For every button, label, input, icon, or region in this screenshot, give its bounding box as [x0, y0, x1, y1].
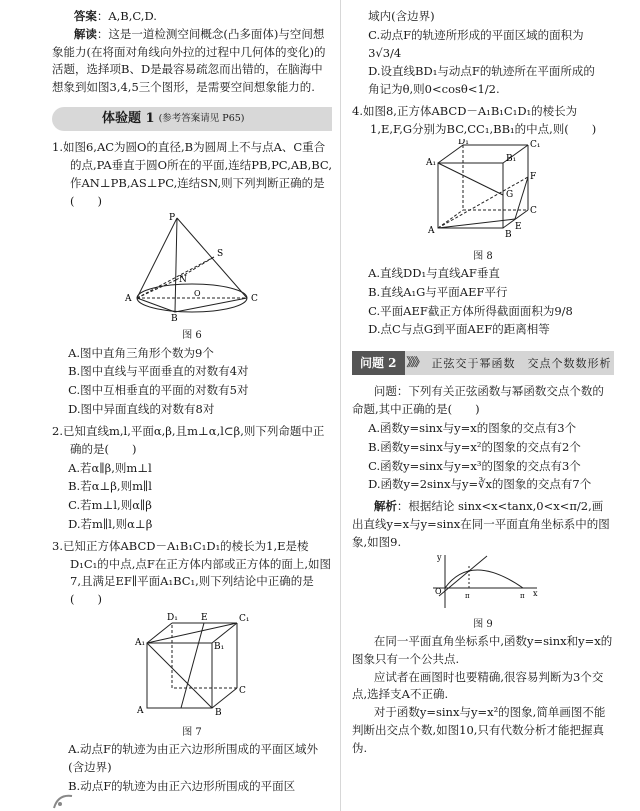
figure-8 — [352, 139, 614, 264]
answer-label: 答案 — [73, 9, 97, 23]
cube-diagram-7 — [117, 609, 267, 719]
question-4-stem: 4.如图8,正方体ABCD－A₁B₁C₁D₁的棱长为1,E,F,G分别为BC,CC₁,BB₁的中点,则( ) — [352, 104, 597, 136]
analysis-label: 解读 — [73, 26, 97, 41]
svg-text:x: x — [533, 588, 538, 598]
analysis-paragraph — [52, 26, 332, 97]
right-column — [352, 8, 614, 758]
problem-options — [352, 420, 614, 494]
svg-text:A₁: A₁ — [426, 157, 437, 168]
svg-text:C: C — [251, 294, 258, 305]
paragraph-2: 应试者在画图时也要精确,很容易判断为3个交点,选择支A不正确. — [352, 669, 604, 702]
q1-option-b: B.图中直线与平面垂直的对数有4对 — [68, 364, 249, 379]
svg-text:P: P — [169, 213, 176, 224]
svg-text:C: C — [530, 205, 537, 216]
problem-text: 问题：下列有关正弦函数与幂函数交点个数的命题,其中正确的是( ) — [352, 384, 604, 417]
svg-text:A: A — [428, 225, 435, 236]
page-corner-icon — [52, 792, 76, 811]
svg-text:B: B — [171, 314, 178, 323]
banner-title: 体验题 1 — [102, 110, 155, 126]
svg-text:B: B — [215, 708, 222, 718]
svg-text:π: π — [520, 591, 525, 600]
figure-9 — [352, 552, 614, 633]
solution-paragraph — [352, 498, 614, 551]
svg-text:π: π — [465, 591, 470, 600]
cone-diagram — [117, 210, 267, 322]
q1-option-c: C.图中互相垂直的平面的对数有5对 — [68, 383, 249, 398]
figure-9-caption: 图 9 — [473, 619, 493, 631]
question-2-stem: 2.已知直线m,l,平面α,β,且m⊥α,l⊂β,则下列命题中正确的是( ) — [52, 423, 325, 456]
paragraph-3: 对于函数y=sinx与y=x²的图象,简单画图不能判断出交点个数,如图10,只有代数分析才能把握真伪. — [352, 705, 606, 755]
svg-text:A: A — [137, 706, 144, 716]
question-2-options — [52, 460, 332, 534]
svg-text:B: B — [505, 229, 512, 240]
q3-option-a: A.动点F的轨迹为由正六边形所围成的平面区域外(含边界) — [68, 742, 319, 775]
figure-6 — [52, 210, 332, 343]
answer-line — [52, 8, 332, 26]
solution-label: 解析 — [373, 499, 397, 514]
figure-6-caption: 图 6 — [182, 330, 202, 342]
q3-option-d-line2: 角记为θ,则0<cosθ<1/2. — [368, 82, 500, 97]
sine-line-graph — [423, 552, 543, 612]
svg-text:B₁: B₁ — [214, 642, 225, 652]
q2-option-a: A.若α∥β,则m⊥l — [68, 460, 152, 475]
q4-option-b: B.直线A₁G与平面AEF平行 — [368, 284, 508, 299]
q3-option-b-continued: 域内(含边界) — [368, 9, 435, 23]
topic-chevrons: 》》》 — [406, 355, 424, 370]
svg-text:A: A — [125, 294, 132, 305]
banner-subtitle: (参考答案请见 P65) — [158, 112, 245, 124]
answer-text: ：A,B,C,D. — [96, 9, 157, 23]
topic-2-header — [352, 351, 614, 375]
svg-text:E: E — [515, 221, 522, 232]
q3-option-b: B.动点F的轨迹为由正六边形所围成的平面区 — [68, 778, 296, 793]
question-1-options — [52, 345, 332, 419]
left-column — [52, 8, 332, 797]
svg-text:D₁: D₁ — [167, 613, 178, 623]
q2-option-c: C.若m⊥l,则α∥β — [68, 498, 152, 513]
topic-title: 正弦交于幂函数 交点个数数形析 — [431, 356, 612, 370]
q3-option-c: C.动点F的轨迹所形成的平面区域的面积为3√3/4 — [368, 27, 584, 60]
svg-text:C₁: C₁ — [239, 614, 250, 624]
svg-text:C: C — [239, 686, 246, 696]
q2-option-d: D.若m∥l,则α⊥β — [68, 516, 153, 531]
figure-7-caption: 图 7 — [182, 726, 202, 738]
q4-option-a: A.直线DD₁与直线AF垂直 — [368, 266, 500, 280]
solution-text: ：根据结论 sinx<x<tanx,0<x<π/2,画出直线y=x与y=sinx在同一平面直角坐标系中的图象,如图9. — [352, 499, 610, 549]
svg-text:G: G — [506, 189, 514, 200]
question-3-stem: 3.已知正方体ABCD－A₁B₁C₁D₁的棱长为1,E是棱D₁C₁的中点,点F在正方体内部或正方体的面上,如图7,且满足EF∥平面A₁BC₁,则下列结论中正确的是( ) — [52, 538, 332, 607]
problem-option-b: B.函数y=sinx与y=x²的图象的交点有2个 — [368, 439, 581, 454]
paragraph-1: 在同一平面直角坐标系中,函数y=sinx和y=x的图象只有一个公共点. — [352, 633, 613, 666]
q3-option-d-line1: D.设直线BD₁与动点F的轨迹所在平面所成的 — [368, 64, 595, 79]
question-1-stem: 1.如图6,AC为圆O的直径,B为圆周上不与点A、C重合的点,PA垂直于圆O所在的平面,连结PB,PC,AB,BC,作AN⊥PB,AS⊥PC,连结SN,则下列判断正确的是( ) — [52, 140, 332, 208]
svg-text:S: S — [217, 249, 224, 260]
figure-7 — [52, 609, 332, 740]
svg-text:O: O — [435, 586, 442, 596]
svg-text:F: F — [530, 171, 537, 182]
svg-text:C₁: C₁ — [530, 139, 541, 150]
q2-option-b: B.若α⊥β,则m∥l — [68, 479, 152, 494]
problem-option-d: D.函数y=2sinx与y=∛x的图象的交点有7个 — [368, 477, 592, 492]
topic-label: 问题 2 — [352, 351, 405, 375]
problem-option-c: C.函数y=sinx与y=x³的图象的交点有3个 — [368, 458, 581, 473]
q4-option-c: C.平面AEF截正方体所得截面面积为9/8 — [368, 303, 573, 318]
column-divider — [340, 0, 341, 811]
svg-text:y: y — [437, 552, 442, 562]
svg-text:O: O — [194, 289, 201, 299]
q1-option-a: A.图中直角三角形个数为9个 — [68, 345, 214, 360]
svg-text:A₁: A₁ — [135, 638, 146, 648]
figure-8-caption: 图 8 — [473, 250, 493, 262]
q3-option-d — [352, 63, 614, 99]
practice-banner — [52, 107, 332, 131]
cube-diagram-8 — [408, 139, 558, 243]
q4-option-d: D.点C与点G到平面AEF的距离相等 — [368, 322, 550, 337]
problem-option-a: A.函数y=sinx与y=x的图象的交点有3个 — [368, 420, 577, 435]
question-4-options — [352, 265, 614, 339]
q1-option-d: D.图中异面直线的对数有8对 — [68, 402, 215, 417]
svg-text:E: E — [201, 613, 208, 623]
analysis-text: ：这是一道检测空间概念(凸多面体)与空间想象能力(在将面对角线向外拉的过程中几何体的变化)的活题，选择项B、D是最容易疏忽而出错的，在脑海中想象到如图3,4,5三个图形，是需要空间想象能力的. — [52, 26, 326, 95]
svg-text:N: N — [179, 275, 187, 286]
svg-text:B₁: B₁ — [506, 153, 517, 164]
svg-text:D₁: D₁ — [458, 138, 469, 147]
